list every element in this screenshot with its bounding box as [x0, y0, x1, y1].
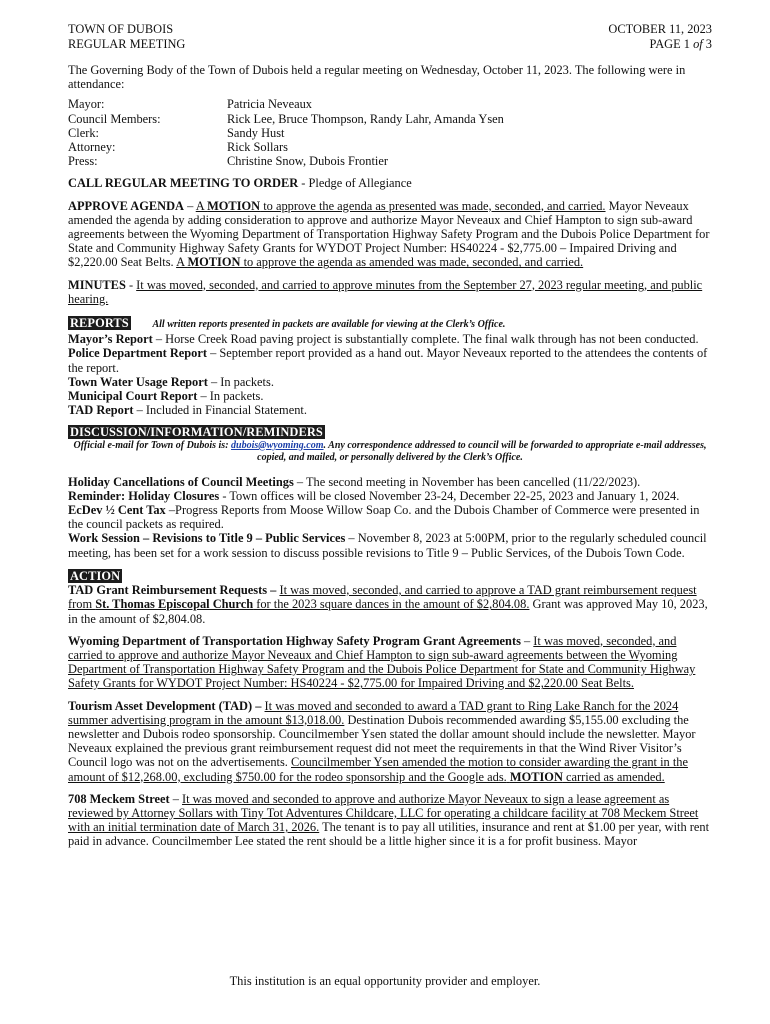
attendance-role: Clerk: — [68, 125, 99, 140]
report-text: – In packets. — [207, 374, 274, 389]
report-text: – Included in Financial Statement. — [133, 403, 307, 418]
reports-header-row — [68, 316, 712, 332]
report-text: – Horse Creek Road paving project is substantially complete. The final walk through has not been conducted. — [152, 332, 699, 347]
discussion-title: Work Session – Revisions to Title 9 – Public Services — [68, 531, 346, 546]
discussion-title: Reminder: Holiday Closures — [68, 488, 220, 503]
motion-word: MOTION — [207, 198, 261, 213]
dash: - — [125, 277, 137, 292]
meeting-date: OCTOBER 11, 2023 — [608, 22, 712, 36]
attendance-names: Sandy Hust — [227, 125, 285, 140]
agenda-body: Mayor Neveaux amended the agenda by adding consideration to approve and authorize Mayor Neveaux and Chief Hampton to sign sub-award agreements between the Wyoming Department of Transportation Highway Safety Program and the Dubois Police Department for State and Community Highway Safety Grants for WYDOT Project Number: HS40224 - $2,775.00 – Impaired Driving and $2,220.00 Seat Belts. — [68, 198, 710, 270]
report-item — [68, 403, 712, 417]
discussion-title: EcDev ½ Cent Tax — [68, 503, 166, 518]
motion-text: carried as amended. — [562, 769, 665, 784]
action-item-tad-grant — [68, 583, 712, 626]
report-item — [68, 332, 712, 346]
call-to-order-text: - Pledge of Allegiance — [298, 176, 412, 191]
report-text: – In packets. — [197, 389, 264, 404]
discussion-badge: DISCUSSION/INFORMATION/REMINDERS — [70, 425, 323, 440]
dash: – — [169, 791, 182, 806]
discussion-item — [68, 489, 712, 503]
intro-paragraph: The Governing Body of the Town of Dubois held a regular meeting on Wednesday, October 11, 2023. The following were in attendance: — [68, 63, 686, 92]
approve-agenda-heading: APPROVE AGENDA — [68, 198, 184, 213]
call-to-order — [68, 176, 712, 190]
document-header — [68, 22, 712, 51]
action-title: Wyoming Department of Transportation Highway Safety Program Grant Agreements — [68, 633, 521, 648]
action-title: 708 Meckem Street — [68, 791, 170, 806]
motion-text: to approve the agenda as amended was made, seconded, and carried. — [240, 255, 584, 270]
attendance-names: Patricia Neveaux — [227, 97, 312, 112]
report-title: Town Water Usage Report — [68, 374, 208, 389]
report-title: TAD Report — [68, 403, 134, 418]
motion-text: A — [176, 255, 188, 270]
motion-text: to approve the agenda as presented was made, seconded, and carried. — [260, 198, 606, 213]
action-text: Destination Dubois recommended awarding $5,155.00 excluding the newsletter and Dubois rodeo sponsorship. Councilmember Ysen stated the dollar amount should include the newsletter. Mayor Neveaux explained the previous grant reimbursement request did not meet the requirements in that the Wind River Visitor’s Council logo was not on the advertisements. — [68, 712, 696, 770]
discussion-item — [68, 503, 712, 531]
page-total: 3 — [702, 36, 712, 51]
action-section — [68, 569, 712, 849]
email-note — [68, 440, 712, 465]
page-number — [608, 37, 712, 52]
action-title: TAD Grant Reimbursement Requests – — [68, 583, 280, 598]
minutes-page — [68, 22, 712, 849]
discussion-item — [68, 475, 712, 489]
attendance-role: Press: — [68, 154, 98, 169]
minutes-motion: It was moved, seconded, and carried to approve minutes from the September 27, 2023 regular meeting, and public hearing. — [68, 277, 703, 306]
discussion-item — [68, 531, 712, 559]
reports-badge: REPORTS — [70, 316, 129, 331]
report-title: Police Department Report — [68, 346, 208, 361]
attendance-list — [68, 97, 712, 168]
discussion-text: –Progress Reports from Moose Willow Soap Co. and the Dubois Chamber of Commerce were presented in the council packets as required. — [68, 503, 700, 532]
email-note-text: Official e-mail for Town of Dubois is: — [73, 439, 232, 451]
header-right — [608, 22, 712, 51]
call-to-order-heading: CALL REGULAR MEETING TO ORDER — [68, 176, 299, 191]
action-motion: It was moved and seconded to approve and authorize Mayor Neveaux to sign a lease agreement as reviewed by Attorney Sollars with Tiny Tot Adventures Childcare, LLC for operating a childcare facility at 708 Meckem Street with an initial termination date of March 31, 2026. — [68, 791, 699, 835]
report-title: Municipal Court Report — [68, 389, 198, 404]
attendance-role: Attorney: — [68, 140, 116, 155]
church-name: St. Thomas Episcopal Church — [95, 597, 254, 612]
action-text: The tenant is to pay all utilities, insurance and rent at $1.00 per year, with rent paid in advance. Councilmember Lee stated the rent should be a little higher since it is a for profit business. Mayor — [68, 820, 710, 849]
minutes-heading: MINUTES — [68, 277, 126, 292]
dash: – — [184, 198, 196, 213]
action-text: Grant was approved May 10, 2023, in the amount of $2,804.08. — [68, 597, 708, 626]
discussion-text: – November 8, 2023 at 5:00PM, prior to the regularly scheduled council meeting, has been set for a work session to discuss possible revisions to Title 9 – Public Services, of the Dubois Town Code. — [68, 531, 707, 560]
action-title: Tourism Asset Development (TAD) – — [68, 698, 265, 713]
report-item — [68, 375, 712, 389]
discussion-section — [68, 425, 712, 559]
reports-section — [68, 316, 712, 417]
header-left — [68, 22, 185, 51]
reports-note: All written reports presented in packets are available for viewing at the Clerk’s Office. — [152, 319, 506, 331]
motion-text: A — [195, 198, 208, 213]
approve-agenda-section — [68, 199, 712, 270]
attendance-names: Rick Lee, Bruce Thompson, Randy Lahr, Amanda Ysen — [227, 111, 504, 126]
action-item-wydot — [68, 634, 712, 691]
report-text: – September report provided as a hand out. Mayor Neveaux reported to the attendees the contents of the report. — [68, 346, 708, 375]
action-item-tourism — [68, 699, 712, 784]
minutes-section — [68, 278, 712, 306]
action-motion: It was moved and seconded to award a TAD grant to Ring Lake Ranch for the 2024 summer advertising program in the amount $13,018.00. — [68, 698, 679, 727]
action-motion: It was moved, seconded, and carried to approve and authorize Mayor Neveaux and Chief Hampton to sign sub-award agreements between the Wyoming Department of Transportation Highway Safety Program and the Dubois Police Department for State and Community Highway Safety Grants for WYDOT Project Number: HS40224 - $2,775.00 for Impaired Driving and $2,220.00 Seat Belts. — [68, 633, 696, 691]
report-item — [68, 389, 712, 403]
discussion-text: – The second meeting in November has been cancelled (11/22/2023). — [293, 474, 641, 489]
action-badge: ACTION — [70, 568, 121, 583]
agenda-motion-1 — [196, 199, 606, 213]
action-header-row — [68, 569, 712, 583]
motion-text: for the 2023 square dances in the amount of $2,804.08. — [253, 597, 530, 612]
attendance-names: Christine Snow, Dubois Frontier — [227, 154, 388, 169]
discussion-header-row — [68, 425, 712, 439]
attendance-names: Rick Sollars — [227, 140, 288, 155]
footer-statement: This institution is an equal opportunity provider and employer. — [229, 974, 541, 988]
attendance-role: Mayor: — [68, 97, 105, 112]
meeting-type: REGULAR MEETING — [68, 36, 186, 51]
town-name: TOWN OF DUBOIS — [68, 22, 174, 36]
motion-word: MOTION — [509, 769, 563, 784]
report-title: Mayor’s Report — [68, 332, 153, 347]
motion-text: It was moved, seconded, and carried to approve a TAD grant reimbursement request from — [68, 583, 697, 612]
attendance-role: Council Members: — [68, 111, 161, 126]
agenda-motion-2 — [176, 255, 583, 269]
page-of: of — [693, 36, 703, 51]
page-prefix: PAGE 1 — [649, 36, 694, 51]
action-item-meckem — [68, 792, 712, 849]
email-note-text: . Any correspondence addressed to council will be forwarded to appropriate e-mail addresses, copied, and mailed, or personally delivered by the Clerk’s Office. — [257, 439, 707, 464]
dash: – — [520, 633, 534, 648]
report-item — [68, 346, 712, 374]
motion-text: Councilmember Ysen amended the motion to consider awarding the grant in the amount of $12,268.00, excluding $750.00 for the rodeo sponsorship and the Google ads. — [68, 755, 688, 784]
email-link[interactable]: dubois@wyoming.com — [231, 439, 324, 451]
motion-word: MOTION — [187, 255, 241, 270]
discussion-text: - Town offices will be closed November 23-24, December 22-25, 2023 and January 1, 2024. — [219, 488, 680, 503]
discussion-title: Holiday Cancellations of Council Meetings — [68, 474, 294, 489]
